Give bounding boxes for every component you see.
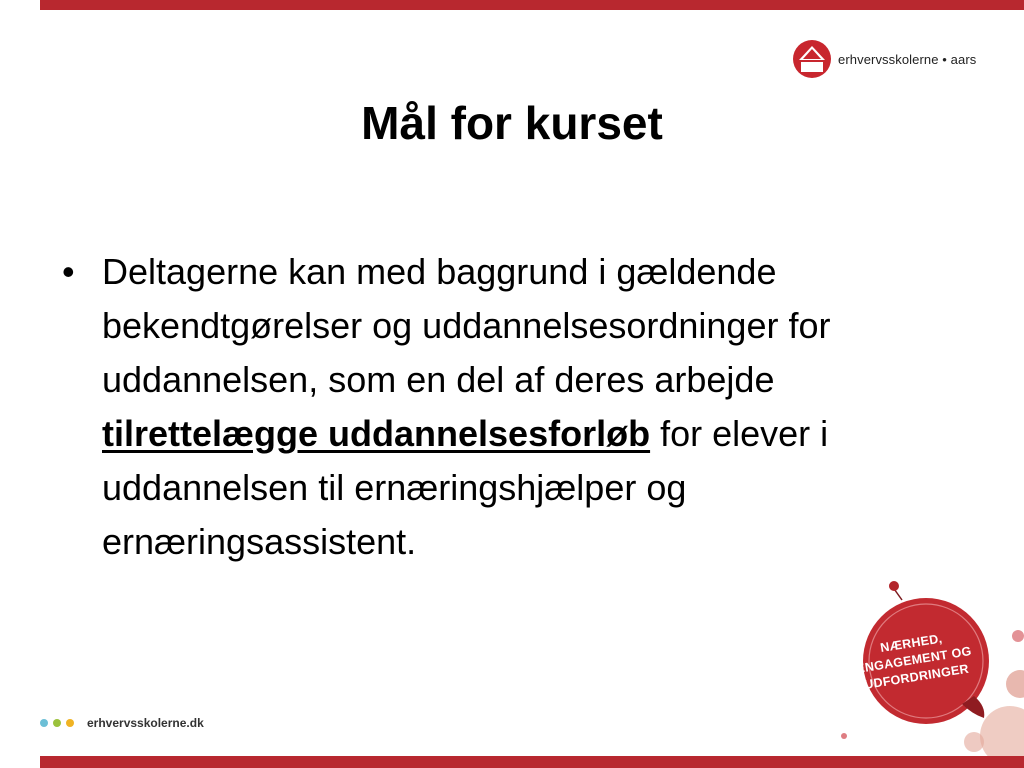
- badge-text: NÆRHED, ENGAGEMENT OG UDFORDRINGER: [855, 631, 973, 692]
- bullet-text-part2: for elever i uddannelsen til ernæringshjælper og ernæringsassistent.: [102, 413, 829, 562]
- bullet-list: [62, 245, 962, 569]
- logo-text: erhvervsskolerne • aars: [838, 51, 977, 67]
- bullet-text-part1: Deltagerne kan med baggrund i gældende bekendtgørelser og uddannelsesordninger for uddannelsen, som en del af deres arbejde: [102, 251, 831, 400]
- footer: [40, 716, 204, 730]
- bullet-symbol: •: [62, 251, 75, 292]
- bullet-item: [62, 245, 962, 569]
- top-accent-bar: [40, 0, 1024, 10]
- slide-title: Mål for kurset: [361, 97, 663, 149]
- footer-dot: [66, 719, 74, 727]
- footer-dot: [53, 719, 61, 727]
- logo-house-icon: [792, 38, 832, 80]
- footer-website-link[interactable]: erhvervsskolerne.dk: [87, 716, 204, 730]
- footer-dot: [40, 719, 48, 727]
- school-logo: [792, 38, 976, 80]
- bottom-accent-bar: [40, 756, 1024, 768]
- bullet-highlight: tilrettelægge uddannelsesforløb: [102, 413, 651, 454]
